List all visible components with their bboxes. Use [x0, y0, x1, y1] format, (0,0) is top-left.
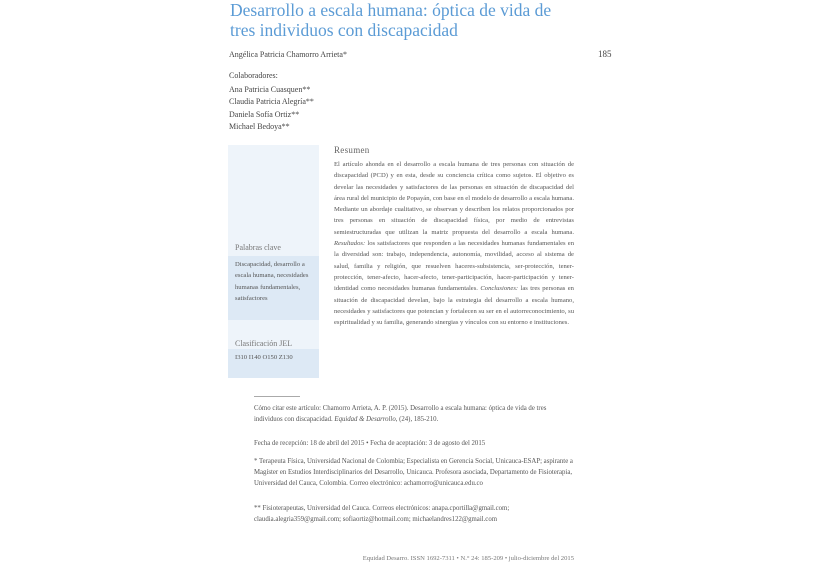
abstract-heading: Resumen [334, 145, 370, 155]
collaborator: Daniela Sofía Ortiz** [229, 109, 300, 119]
abstract-text: los satisfactores que responden a las necesidades humanas fundamentales en la diversidad son: trabajo, independencia, autonomía, movilidad, acceso al sistema de salud, familia y religión, que resuelven haceres-subsistencia, ser-protección, tener-protección, tener-afecto, hacer-afecto, tener-participación, hacer-participación y tener-identidad como necesidades humanas fundamentales. [334, 240, 574, 293]
jel-heading: Clasificación JEL [235, 339, 293, 348]
keywords-heading: Palabras clave [235, 243, 281, 252]
abstract-text: El artículo ahonda en el desarrollo a escala humana de tres personas con situación de discapacidad (PCD) y en esta, desde su conciencia crítica como sujetos. El objetivo es develar las necesidades y satisfactores de las personas en situación de discapacidad del área rural del municipio de Popayán, con base en el modelo de desarrollo a escala humana. Mediante un abordaje cualitativo, se observan y describen los relatos proporcionados por tres personas en situación de discapacidad física, por medio de entrevistas semiestructuradas que utilizan la matriz propuesta del desarrollo a escala humana. [334, 161, 574, 236]
page-footer: Equidad Desarro. ISSN 1692-7311 • N.° 24: 185-209 • julio-diciembre del 2015 [362, 555, 574, 562]
collaborators-list [229, 84, 314, 134]
author-name: Angélica Patricia Chamorro Arrieta* [229, 50, 347, 59]
journal-name: Equidad & Desarrollo, [334, 415, 398, 423]
collaborator: Claudia Patricia Alegría** [229, 97, 314, 107]
jel-codes: I310 I140 O150 Z130 [235, 354, 293, 361]
abstract-body [334, 159, 574, 328]
article-title: Desarrollo a escala humana: óptica de vida de tres individuos con discapacidad [230, 0, 552, 40]
conclusions-label: Conclusiones: [480, 285, 519, 293]
collaborators-footnote: ** Fisioterapeutas, Universidad del Cauca. Correos electrónicos: anapa.cportilla@gmail.com; claudia.alegria359@gmail.com; sofiaortiz@hotmail.com; michaelandres122@gmail.com [254, 505, 510, 523]
results-label: Resultados: [334, 240, 366, 248]
collaborators-heading: Colaboradores: [229, 71, 278, 80]
dates-note: Fecha de recepción: 18 de abril del 2015 • Fecha de aceptación: 3 de agosto del 2015 [254, 440, 486, 447]
collaborator: Ana Patricia Cuasquen** [229, 85, 311, 94]
citation-text: Cómo citar este artículo: Chamorro Arrieta, A. P. (2015). Desarrollo a escala humana: óptica de vida de tres individuos con discapacidad. [254, 405, 547, 423]
footnote-divider [254, 396, 300, 397]
collaborator: Michael Bedoya** [229, 122, 290, 132]
page-number: 185 [598, 49, 612, 59]
author-footnote: * Terapeuta Física, Universidad Nacional de Colombia; Especialista en Gerencia Social, Unicauca-ESAP; aspirante a Magíster en Estudios Interdisciplinarios del Desarrollo, Unicauca. Profesora asociada, Departamento de Fisioterapia, Universidad del Cauca, Colombia. Correo electrónico: achamorro@unicauca.edu.co [254, 458, 573, 487]
abstract-text: las tres personas en situación de discapacidad develan, bajo la estrategia del desarrollo a escala humano, necesidades y satisfactores que potencian y fortalecen su ser en el autorreconocimiento, su espiritualidad y su familia, generando sinergias y vínculos con su entorno e instituciones. [334, 285, 574, 327]
keywords-text: Discapacidad, desarrollo a escala humana, necesidades humanas fundamentales, satisfactores [235, 261, 309, 302]
citation-note [254, 404, 576, 426]
citation-details: (24), 185-210. [399, 415, 439, 423]
